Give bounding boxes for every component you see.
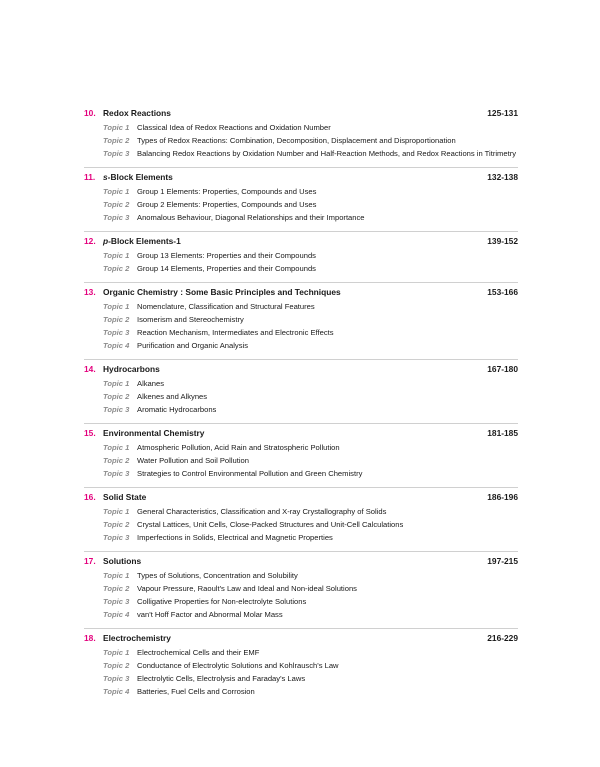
topic-row — [84, 379, 518, 392]
topic-text: Nomenclature, Classification and Structural Features — [137, 302, 315, 311]
topic-row — [84, 302, 518, 315]
chapter-entry — [84, 423, 518, 482]
topic-row — [84, 597, 518, 610]
chapter-title-text: Redox Reactions — [103, 108, 171, 118]
chapter-entry — [84, 108, 518, 162]
chapter-entry — [84, 551, 518, 623]
topic-text: Crystal Lattices, Unit Cells, Close-Packed Structures and Unit-Cell Calculations — [137, 520, 404, 529]
topic-text: Balancing Redox Reactions by Oxidation Number and Half-Reaction Methods, and Redox Reactions in Titrimetry — [137, 149, 517, 158]
topic-text: Electrochemical Cells and their EMF — [137, 648, 260, 657]
chapter-heading — [84, 428, 518, 443]
topic-row — [84, 341, 518, 354]
topic-text: Alkenes and Alkynes — [137, 392, 208, 401]
topic-row — [84, 251, 518, 264]
chapter-number: 13. — [84, 287, 96, 297]
topic-label: Topic 2 — [103, 456, 130, 465]
topic-text: Group 2 Elements: Properties, Compounds and Uses — [137, 200, 317, 209]
chapter-title-text: Organic Chemistry : Some Basic Principles and Techniques — [103, 287, 341, 297]
chapter-entry — [84, 628, 518, 700]
topic-label: Topic 2 — [103, 520, 130, 529]
chapter-heading — [84, 287, 518, 302]
topic-text: Batteries, Fuel Cells and Corrosion — [137, 687, 255, 696]
chapter-title-italic-prefix: p — [103, 236, 109, 246]
chapter-heading — [84, 108, 518, 123]
chapter-entry — [84, 359, 518, 418]
topic-row — [84, 264, 518, 277]
topic-row — [84, 533, 518, 546]
chapter-title — [103, 287, 487, 297]
chapter-page-range: 186-196 — [487, 492, 518, 502]
topic-text: Colligative Properties for Non-electrolyte Solutions — [137, 597, 307, 606]
topic-text: Electrolytic Cells, Electrolysis and Faraday's Laws — [137, 674, 306, 683]
chapter-title-text: Solid State — [103, 492, 147, 502]
topic-row — [84, 674, 518, 687]
topic-text: Classical Idea of Redox Reactions and Oxidation Number — [137, 123, 331, 132]
chapter-entry — [84, 282, 518, 354]
topic-label: Topic 4 — [103, 610, 130, 619]
chapter-page-range: 197-215 — [487, 556, 518, 566]
topic-label: Topic 2 — [103, 136, 130, 145]
topic-row — [84, 443, 518, 456]
topic-row — [84, 687, 518, 700]
topic-text: Types of Solutions, Concentration and Solubility — [137, 571, 298, 580]
topic-text: Aromatic Hydrocarbons — [137, 405, 217, 414]
chapter-title-text: Solutions — [103, 556, 142, 566]
topic-row — [84, 571, 518, 584]
topic-label: Topic 1 — [103, 507, 130, 516]
topic-label: Topic 2 — [103, 392, 130, 401]
topic-text: van't Hoff Factor and Abnormal Molar Mass — [137, 610, 283, 619]
topic-text: Reaction Mechanism, Intermediates and Electronic Effects — [137, 328, 334, 337]
topic-text: Imperfections in Solids, Electrical and Magnetic Properties — [137, 533, 333, 542]
topic-label: Topic 1 — [103, 123, 130, 132]
topic-row — [84, 315, 518, 328]
topic-text: Anomalous Behaviour, Diagonal Relationships and their Importance — [137, 213, 365, 222]
topic-label: Topic 1 — [103, 648, 130, 657]
chapter-page-range: 132-138 — [487, 172, 518, 182]
chapter-number: 16. — [84, 492, 96, 502]
topic-row — [84, 200, 518, 213]
table-of-contents — [84, 108, 518, 700]
chapter-title — [103, 633, 487, 643]
chapter-heading — [84, 633, 518, 648]
topic-label: Topic 3 — [103, 213, 130, 222]
chapter-heading — [84, 172, 518, 187]
chapter-number: 11. — [84, 172, 96, 182]
topic-row — [84, 469, 518, 482]
topic-label: Topic 3 — [103, 405, 130, 414]
chapter-page-range: 153-166 — [487, 287, 518, 297]
topic-row — [84, 123, 518, 136]
chapter-title — [103, 172, 487, 182]
chapter-number: 10. — [84, 108, 96, 118]
topic-label: Topic 2 — [103, 584, 130, 593]
topic-label: Topic 3 — [103, 328, 130, 337]
topic-row — [84, 405, 518, 418]
topic-text: Water Pollution and Soil Pollution — [137, 456, 250, 465]
chapter-number: 15. — [84, 428, 96, 438]
chapter-title-text: -Block Elements — [107, 172, 173, 182]
topic-label: Topic 3 — [103, 469, 130, 478]
chapter-page-range: 181-185 — [487, 428, 518, 438]
chapter-title-text: Electrochemistry — [103, 633, 171, 643]
topic-label: Topic 2 — [103, 200, 130, 209]
topic-text: Purification and Organic Analysis — [137, 341, 249, 350]
topic-label: Topic 2 — [103, 315, 130, 324]
chapter-title — [103, 428, 487, 438]
chapter-heading — [84, 556, 518, 571]
chapter-number: 18. — [84, 633, 96, 643]
chapter-number: 17. — [84, 556, 96, 566]
topic-text: Isomerism and Stereochemistry — [137, 315, 244, 324]
topic-label: Topic 1 — [103, 302, 130, 311]
topic-text: Atmospheric Pollution, Acid Rain and Stratospheric Pollution — [137, 443, 340, 452]
topic-text: Group 13 Elements: Properties and their Compounds — [137, 251, 316, 260]
topic-text: Group 14 Elements, Properties and their Compounds — [137, 264, 316, 273]
topic-label: Topic 1 — [103, 187, 130, 196]
topic-text: Strategies to Control Environmental Pollution and Green Chemistry — [137, 469, 363, 478]
chapter-entry — [84, 231, 518, 277]
topic-label: Topic 3 — [103, 597, 130, 606]
chapter-page-range: 216-229 — [487, 633, 518, 643]
topic-label: Topic 3 — [103, 674, 130, 683]
topic-label: Topic 1 — [103, 571, 130, 580]
topic-row — [84, 456, 518, 469]
chapter-title — [103, 556, 487, 566]
topic-row — [84, 149, 518, 162]
topic-row — [84, 584, 518, 597]
topic-row — [84, 328, 518, 341]
chapter-entry — [84, 487, 518, 546]
chapter-title-text: Hydrocarbons — [103, 364, 160, 374]
chapter-page-range: 139-152 — [487, 236, 518, 246]
chapter-number: 12. — [84, 236, 96, 246]
topic-row — [84, 520, 518, 533]
chapter-title-text: -Block Elements-1 — [108, 236, 181, 246]
topic-row — [84, 187, 518, 200]
topic-label: Topic 2 — [103, 661, 130, 670]
chapter-title — [103, 364, 487, 374]
topic-row — [84, 392, 518, 405]
chapter-title — [103, 236, 487, 246]
topic-label: Topic 4 — [103, 341, 130, 350]
chapter-number: 14. — [84, 364, 96, 374]
topic-text: Alkanes — [137, 379, 165, 388]
chapter-heading — [84, 236, 518, 251]
topic-text: Types of Redox Reactions: Combination, Decomposition, Displacement and Disproportionation — [137, 136, 456, 145]
topic-row — [84, 507, 518, 520]
topic-label: Topic 1 — [103, 443, 130, 452]
topic-label: Topic 1 — [103, 251, 130, 260]
topic-row — [84, 661, 518, 674]
chapter-page-range: 167-180 — [487, 364, 518, 374]
chapter-page-range: 125-131 — [487, 108, 518, 118]
chapter-entry — [84, 167, 518, 226]
topic-text: Vapour Pressure, Raoult's Law and Ideal and Non-ideal Solutions — [137, 584, 357, 593]
topic-row — [84, 213, 518, 226]
chapter-title-italic-prefix: s — [103, 172, 108, 182]
topic-label: Topic 1 — [103, 379, 130, 388]
topic-text: General Characteristics, Classification and X-ray Crystallography of Solids — [137, 507, 387, 516]
topic-label: Topic 4 — [103, 687, 130, 696]
topic-row — [84, 136, 518, 149]
topic-label: Topic 3 — [103, 533, 130, 542]
chapter-title — [103, 108, 487, 118]
chapter-heading — [84, 364, 518, 379]
topic-label: Topic 2 — [103, 264, 130, 273]
topic-row — [84, 610, 518, 623]
topic-label: Topic 3 — [103, 149, 130, 158]
topic-text: Conductance of Electrolytic Solutions and Kohlrausch's Law — [137, 661, 339, 670]
chapter-heading — [84, 492, 518, 507]
topic-row — [84, 648, 518, 661]
chapter-title-text: Environmental Chemistry — [103, 428, 205, 438]
topic-text: Group 1 Elements: Properties, Compounds and Uses — [137, 187, 317, 196]
chapter-title — [103, 492, 487, 502]
